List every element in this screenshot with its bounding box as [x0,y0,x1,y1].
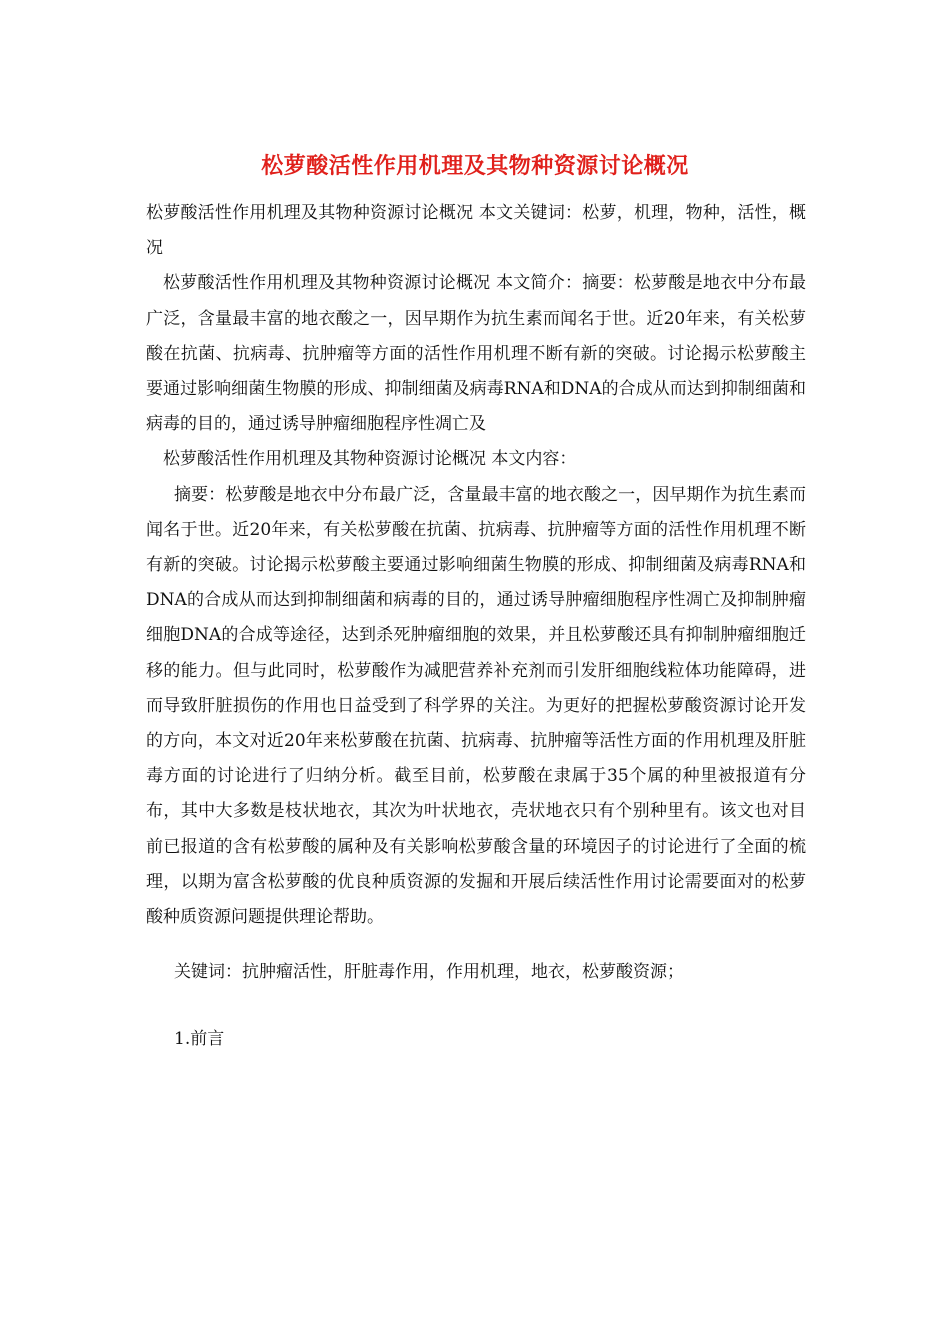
section-heading-introduction: 1.前言 [174,1029,225,1050]
header-intro-paragraph: 松萝酸活性作用机理及其物种资源讨论概况 本文简介：摘要：松萝酸是地衣中分布最广泛，含量最丰富的地衣酸之一，因早期作为抗生素而闻名于世。近20年来，有关松萝酸在抗菌、抗病毒、抗肿瘤等方面的活性作用机理不断有新的突破。讨论揭示松萝酸主要通过影响细菌生物膜的形成、抑制细菌及病毒RNA和DNA的合成从而达到抑制细菌和病毒的目的，通过诱导肿瘤细胞程序性凋亡及 [146,273,806,435]
abstract-paragraph: 摘要：松萝酸是地衣中分布最广泛，含量最丰富的地衣酸之一，因早期作为抗生素而闻名于世。近20年来，有关松萝酸在抗菌、抗病毒、抗肿瘤等方面的活性作用机理不断有新的突破。讨论揭示松萝酸主要通过影响细菌生物膜的形成、抑制细菌及病毒RNA和DNA的合成从而达到抑制细菌和病毒的目的，通过诱导肿瘤细胞程序性凋亡及抑制肿瘤细胞DNA的合成等途径，达到杀死肿瘤细胞的效果，并且松萝酸还具有抑制肿瘤细胞迁移的能力。但与此同时，松萝酸作为减肥营养补充剂而引发肝细胞线粒体功能障碍，进而导致肝脏损伤的作用也日益受到了科学界的关注。为更好的把握松萝酸资源讨论开发的方向，本文对近20年来松萝酸在抗菌、抗病毒、抗肿瘤等活性方面的作用机理及肝脏毒方面的讨论进行了归纳分析。截至目前，松萝酸在隶属于35个属的种里被报道有分布，其中大多数是枝状地衣，其次为叶状地衣，壳状地衣只有个别种里有。该文也对目前已报道的含有松萝酸的属种及有关影响松萝酸含量的环境因子的讨论进行了全面的梳理，以期为富含松萝酸的优良种质资源的发掘和开展后续活性作用讨论需要面对的松萝酸种质资源问题提供理论帮助。 [146,484,806,928]
document-body [146,196,806,1058]
keywords-paragraph: 关键词：抗肿瘤活性，肝脏毒作用，作用机理，地衣，松萝酸资源； [174,962,684,983]
header-content-paragraph: 松萝酸活性作用机理及其物种资源讨论概况 本文内容： [163,449,577,470]
document-title: 松萝酸活性作用机理及其物种资源讨论概况 [261,153,689,179]
header-keywords-paragraph: 松萝酸活性作用机理及其物种资源讨论概况 本文关键词：松萝，机理，物种，活性，概况 [146,203,806,259]
